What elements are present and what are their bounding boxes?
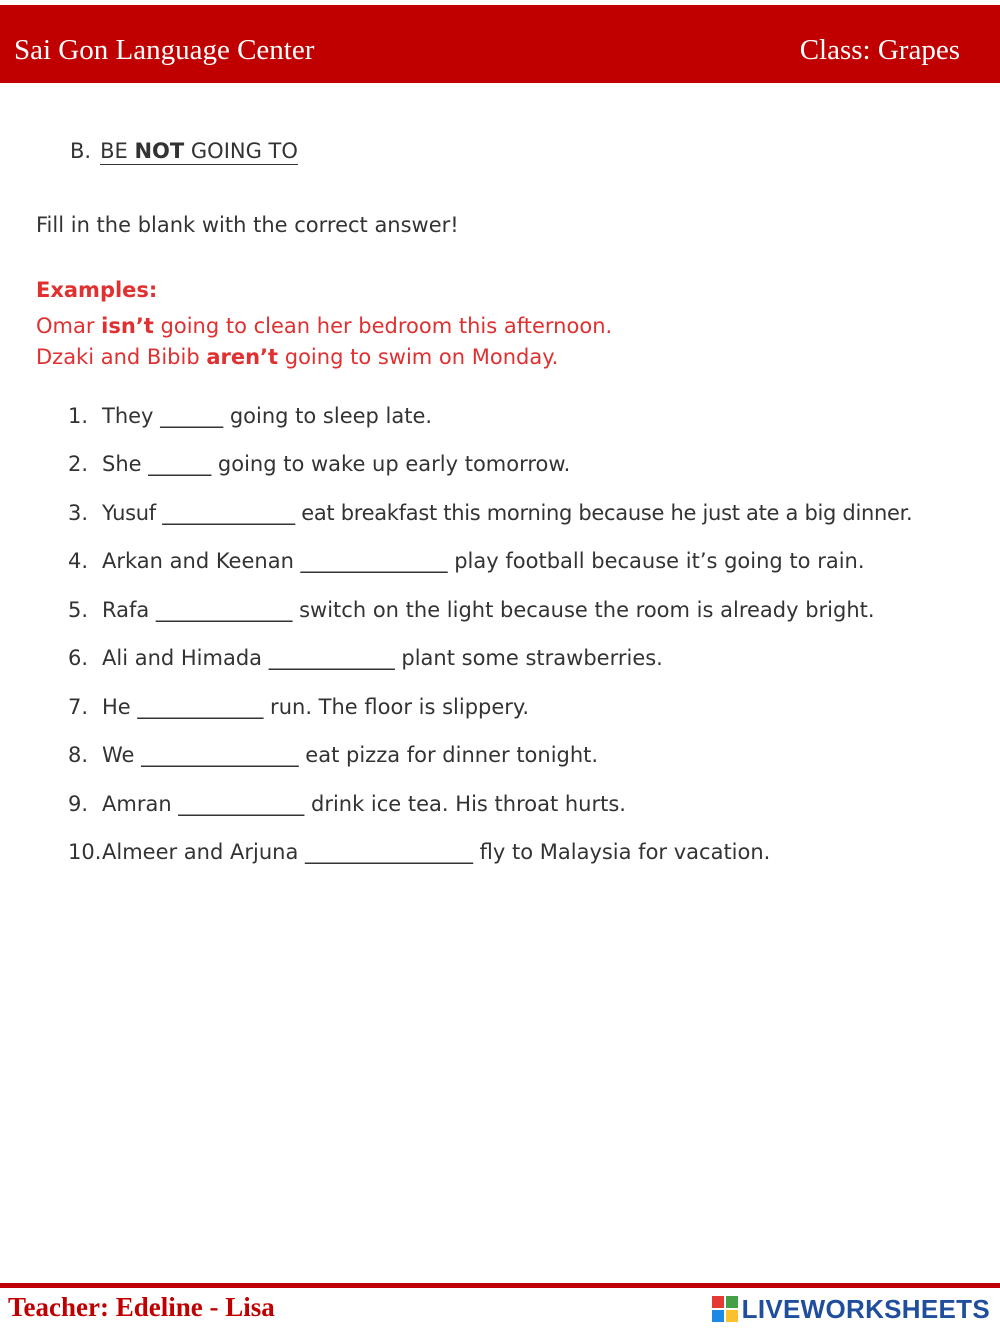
question-item: 1. They ______ going to sleep late. [68,404,433,428]
center-name: Sai Gon Language Center [14,34,315,66]
section-heading [70,139,298,163]
question-item: 9. Amran ____________ drink ice tea. His throat hurts. [68,792,626,816]
example-line: Dzaki and Bibib aren’t going to swim on Monday. [36,345,559,369]
examples-block [36,278,612,373]
example-line: Omar isn’t going to clean her bedroom this afternoon. [36,314,613,338]
question-item: 7. He ____________ run. The floor is slippery. [68,695,530,719]
question-item: 2. She ______ going to wake up early tomorrow. [68,452,571,476]
instruction-text: Fill in the blank with the correct answer! [36,213,459,237]
question-item: 8. We _______________ eat pizza for dinner tonight. [68,743,599,767]
question-item: 3. Yusuf _____________ eat breakfast this morning because he just ate a big dinner. [68,501,913,525]
section-title-post: GOING TO [184,139,298,163]
section-title-bold: NOT [134,139,185,163]
brand-mark[interactable] [712,1293,990,1325]
class-label: Class: Grapes [799,34,960,66]
liveworksheets-logo-icon [712,1296,738,1322]
teacher-name: Teacher: Edeline - Lisa [8,1292,275,1322]
section-title [100,139,298,165]
question-item: 4. Arkan and Keenan ______________ play football because it’s going to rain. [68,549,865,573]
brand-name: LIVEWORKSHEETS [741,1293,990,1324]
section-letter: B. [70,139,92,163]
question-item: 5. Rafa _____________ switch on the light because the room is already bright. [68,598,875,622]
footer-divider [0,1283,1000,1288]
question-item: 6. Ali and Himada ____________ plant some strawberries. [68,646,663,670]
section-title-pre: BE [100,139,135,163]
examples-label: Examples: [36,278,158,302]
question-item: 10.Almeer and Arjuna ________________ fly to Malaysia for vacation. [68,840,771,864]
page-header [0,5,1000,83]
